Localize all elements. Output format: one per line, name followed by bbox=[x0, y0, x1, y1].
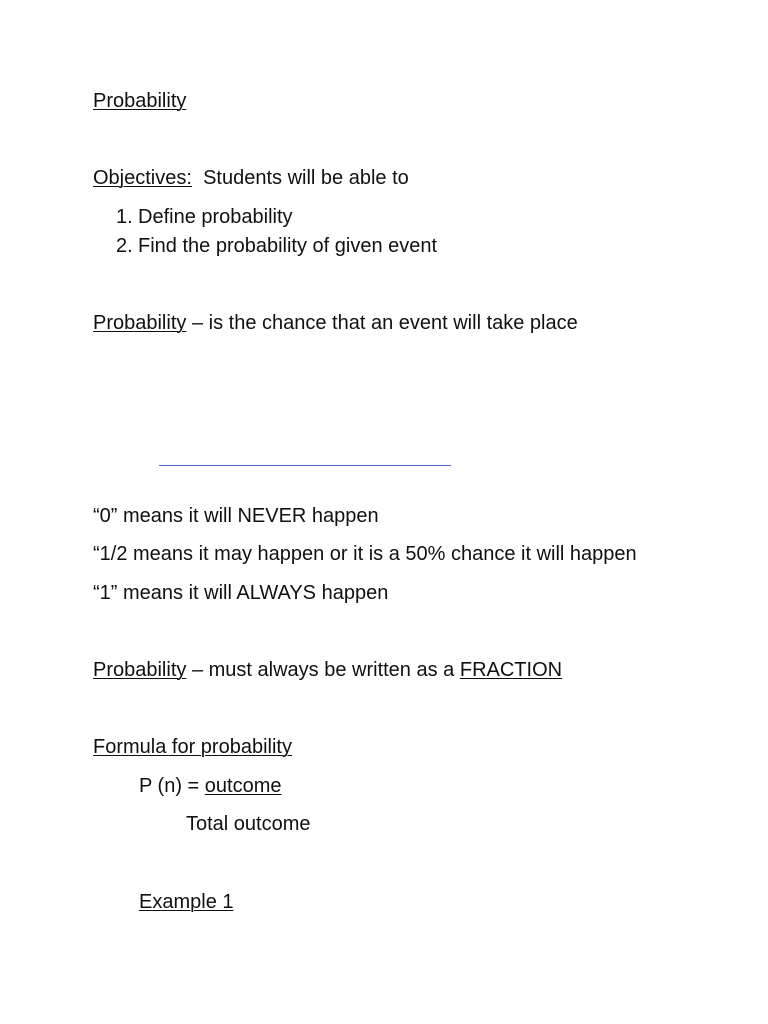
objective-text: Find the probability of given event bbox=[138, 235, 438, 257]
scale-line-half: “1/2 means it may happen or it is a 50% chance it will happen bbox=[93, 543, 637, 565]
objective-number: 1. bbox=[116, 206, 133, 228]
objective-item-2 bbox=[116, 234, 437, 258]
example-heading bbox=[139, 890, 234, 914]
formula-numerator: outcome bbox=[204, 775, 282, 797]
scale-line-1: “1” means it will ALWAYS happen bbox=[93, 582, 389, 604]
document-title bbox=[93, 89, 186, 113]
fraction-emphasis: FRACTION bbox=[459, 659, 563, 681]
fraction-rule-text: – must always be written as a bbox=[191, 659, 455, 681]
formula-heading-text: Formula for probability bbox=[93, 736, 292, 758]
title-text: Probability bbox=[93, 90, 187, 112]
definition-line bbox=[93, 311, 578, 335]
formula-denominator: Total outcome bbox=[186, 813, 311, 835]
formula-heading bbox=[93, 735, 292, 759]
scale-line-0: “0” means it will NEVER happen bbox=[93, 505, 379, 527]
definition-text: – is the chance that an event will take place bbox=[191, 312, 578, 334]
fraction-rule-line bbox=[93, 658, 562, 682]
formula-numerator-line bbox=[139, 774, 282, 798]
objectives-intro: Students will be able to bbox=[203, 167, 409, 189]
fraction-rule-term: Probability bbox=[93, 659, 187, 681]
objectives-label: Objectives: bbox=[93, 167, 192, 189]
objective-item-1 bbox=[116, 205, 293, 229]
objective-text: Define probability bbox=[138, 206, 293, 228]
objectives-line bbox=[93, 166, 409, 190]
objective-number: 2. bbox=[116, 235, 133, 257]
definition-term: Probability bbox=[93, 312, 187, 334]
number-line-rule bbox=[159, 465, 451, 466]
formula-lhs: P (n) = bbox=[139, 775, 200, 797]
example-heading-text: Example 1 bbox=[139, 891, 234, 913]
